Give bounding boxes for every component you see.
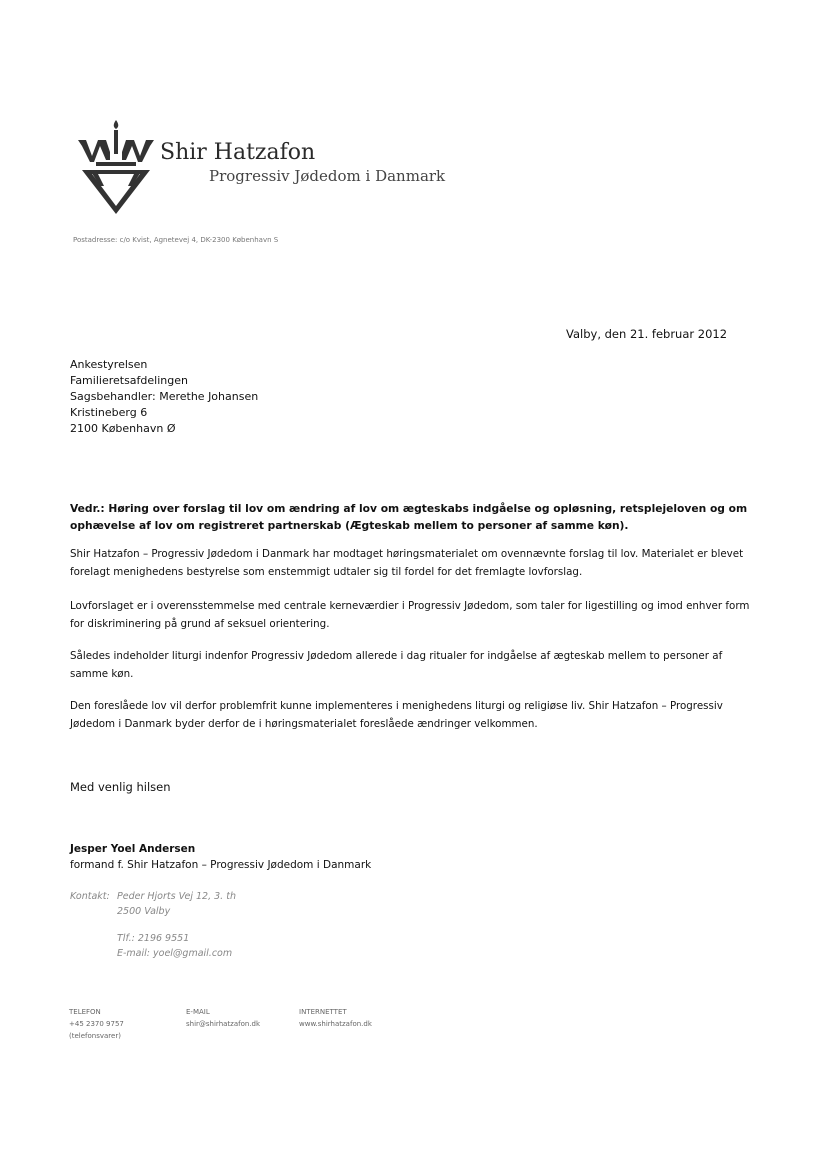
recipient-line: Sagsbehandler: Merethe Johansen bbox=[70, 390, 259, 403]
letter-date: Valby, den 21. februar 2012 bbox=[566, 327, 728, 341]
org-name: Shir Hatzafon bbox=[160, 140, 316, 165]
footer-email bbox=[186, 1006, 260, 1030]
footer-phone-value: +45 2370 9757 bbox=[69, 1020, 124, 1028]
body-paragraph: Således indeholder liturgi indenfor Progressiv Jødedom allerede i dag ritualer for indgåelse af ægteskab mellem to personer af samme køn. bbox=[70, 650, 723, 680]
closing-greeting: Med venlig hilsen bbox=[70, 780, 171, 794]
letter-subject: Vedr.: Høring over forslag til lov om ændring af lov om ægteskabs indgåelse og opløsning, retsplejeloven og om ophævelse af lov om registreret partnerskab (Ægteskab mellem to personer af samme køn). bbox=[70, 502, 748, 532]
recipient-line: Ankestyrelsen bbox=[70, 358, 148, 371]
footer-web-label: INTERNETTET bbox=[299, 1008, 347, 1016]
footer-phone-label: TELEFON bbox=[69, 1008, 101, 1016]
menorah-logo-icon bbox=[76, 118, 156, 218]
contact-phone: Tlf.: 2196 9551 bbox=[117, 933, 190, 944]
contact-address-line: Peder Hjorts Vej 12, 3. th bbox=[117, 891, 236, 902]
footer-web-value: www.shirhatzafon.dk bbox=[299, 1020, 372, 1028]
contact-email: E-mail: yoel@gmail.com bbox=[117, 948, 233, 959]
signer-name: Jesper Yoel Andersen bbox=[70, 843, 196, 855]
contact-address-line: 2500 Valby bbox=[117, 906, 171, 917]
footer-phone-note: (telefonsvarer) bbox=[69, 1032, 121, 1040]
body-paragraph: Den foreslåede lov vil derfor problemfrit kunne implementeres i menighedens liturgi og religiøse liv. Shir Hatzafon – Progressiv Jødedom i Danmark byder derfor de i høringsmaterialet foreslåede ændringer velkommen. bbox=[70, 700, 723, 730]
footer-email-value: shir@shirhatzafon.dk bbox=[186, 1020, 261, 1028]
recipient-address bbox=[70, 357, 258, 437]
footer-phone bbox=[69, 1006, 124, 1042]
footer-email-label: E-MAIL bbox=[186, 1008, 210, 1016]
body-paragraph: Shir Hatzafon – Progressiv Jødedom i Danmark har modtaget høringsmaterialet om ovennævnte forslag til lov. Materialet er blevet forelagt menighedens bestyrelse som enstemmigt udtaler sig til fordel for det fremlagte lovforslag. bbox=[70, 548, 744, 578]
footer-web bbox=[299, 1006, 372, 1030]
org-subtitle: Progressiv Jødedom i Danmark bbox=[209, 167, 446, 185]
body-paragraph: Lovforslaget er i overensstemmelse med centrale kerneværdier i Progressiv Jødedom, som taler for ligestilling og imod enhver form for diskriminering på grund af seksuel orientering. bbox=[70, 600, 750, 630]
recipient-line: 2100 København Ø bbox=[70, 422, 176, 435]
recipient-line: Kristineberg 6 bbox=[70, 406, 148, 419]
postal-address: Postadresse: c/o Kvist, Agnetevej 4, DK-2300 København S bbox=[73, 236, 279, 244]
contact-label: Kontakt: bbox=[70, 891, 110, 902]
recipient-line: Familieretsafdelingen bbox=[70, 374, 188, 387]
signer-title: formand f. Shir Hatzafon – Progressiv Jødedom i Danmark bbox=[70, 859, 372, 871]
